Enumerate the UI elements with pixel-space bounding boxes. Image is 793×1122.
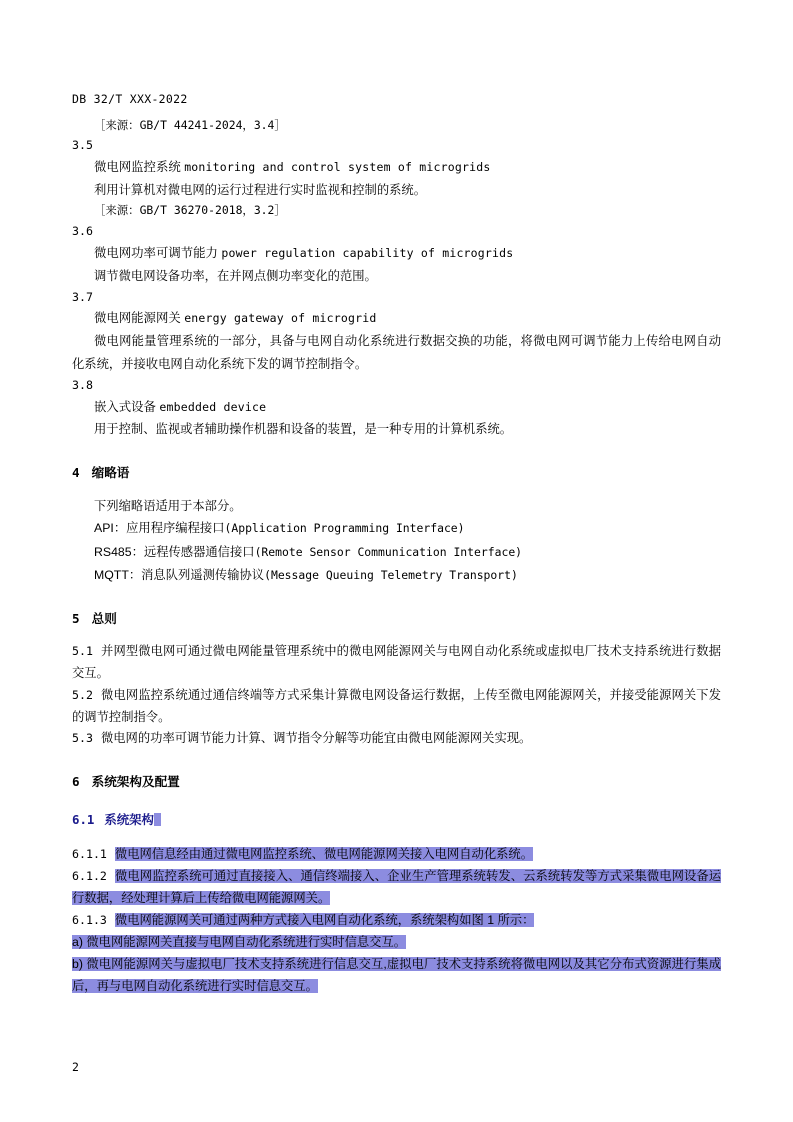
- source-reference-3-5: ［来源：GB/T 36270-2018，3.2］: [94, 203, 286, 218]
- clause-number-3-8: 3.8: [72, 377, 93, 392]
- abbreviation-item-rs485: [94, 541, 721, 564]
- section-heading-6: [72, 772, 721, 792]
- term-chinese-3-6: 微电网功率可调节能力: [94, 245, 218, 260]
- paragraph-text-5-2: 微电网监控系统通过通信终端等方式采集计算微电网设备运行数据，上传至微电网能源网关，并接受能源网关下发的调节控制指令。: [72, 687, 721, 724]
- list-item-b-text: b) 微电网能源网关与虚拟电厂技术支持系统进行信息交互,虚拟电厂技术支持系统将微电网以及其它分布式资源进行集成后，再与电网自动化系统进行实时信息交互。: [72, 956, 721, 993]
- section-title-6: 系统架构及配置: [91, 775, 180, 790]
- term-entry-3-6: [94, 242, 721, 265]
- paragraph-6-1-3: [72, 910, 721, 932]
- page-header-standard-code: DB 32/T XXX-2022: [72, 92, 188, 106]
- term-definition-3-6: 调节微电网设备功率，在并网点侧功率变化的范围。: [94, 268, 377, 283]
- section-number-4: 4: [72, 464, 80, 480]
- term-chinese-3-5: 微电网监控系统: [94, 160, 181, 175]
- term-entry-3-8: [94, 396, 721, 419]
- clause-number-3-7: 3.7: [72, 289, 93, 304]
- term-entry-3-5: [94, 156, 721, 179]
- section-title-5: 总则: [91, 611, 117, 626]
- paragraph-text-6-1-1: 微电网信息经由通过微电网监控系统、微电网能源网关接入电网自动化系统。: [114, 847, 534, 862]
- paragraph-number-5-3: 5.3: [72, 731, 93, 746]
- abbreviation-item-mqtt: [94, 564, 721, 587]
- paragraph-text-6-1-2: 微电网监控系统可通过直接接入、通信终端接入、企业生产管理系统转发、云系统转发等方式采集微电网设备运行数据，经处理计算后上传给微电网能源网关。: [72, 869, 721, 906]
- source-reference-top: ［来源：GB/T 44241-2024，3.4］: [94, 118, 286, 132]
- section-number-6: 6: [72, 774, 80, 790]
- clause-number-3-5: 3.5: [72, 138, 93, 153]
- term-definition-3-7: 微电网能量管理系统的一部分，具备与电网自动化系统进行数据交换的功能，将微电网可调节能力上传给电网自动化系统，并接收电网自动化系统下发的调节控制指令。: [72, 334, 721, 371]
- paragraph-5-3: [72, 728, 721, 750]
- footer-page-number: 2: [72, 1060, 79, 1074]
- paragraph-5-1: [72, 641, 721, 685]
- paragraph-number-6-1-3: 6.1.3: [72, 913, 107, 928]
- section-heading-5: [72, 609, 721, 629]
- abbreviation-cn-mqtt: MQTT：消息队列遥测传输协议: [94, 567, 265, 582]
- subsection-title-6-1: 系统架构: [104, 813, 154, 828]
- term-english-3-8: embedded device: [159, 399, 267, 414]
- paragraph-5-2: [72, 685, 721, 729]
- term-english-3-7: energy gateway of microgrid: [184, 311, 377, 326]
- term-definition-3-8: 用于控制、监视或者辅助操作机器和设备的装置，是一种专用的计算机系统。: [94, 422, 513, 437]
- paragraph-6-1-2: [72, 866, 721, 910]
- section-number-5: 5: [72, 610, 80, 626]
- paragraph-number-5-2: 5.2: [72, 687, 93, 702]
- list-item-a-text: a) 微电网能源网关直接与电网自动化系统进行实时信息交互。: [72, 934, 407, 949]
- term-definition-3-5: 利用计算机对微电网的运行过程进行实时监视和控制的系统。: [94, 183, 427, 198]
- abbreviations-intro: 下列缩略语适用于本部分。: [94, 498, 242, 513]
- paragraph-text-6-1-3: 微电网能源网关可通过两种方式接入电网自动化系统，系统架构如图 1 所示：: [114, 913, 535, 928]
- abbreviation-cn-api: API：应用程序编程接口: [94, 521, 225, 536]
- term-chinese-3-8: 嵌入式设备: [94, 399, 156, 414]
- paragraph-6-1-1: [72, 844, 721, 866]
- abbreviation-item-api: [94, 517, 721, 540]
- highlighted-selection-block: [72, 844, 721, 997]
- term-english-3-6: power regulation capability of microgrids: [221, 245, 514, 260]
- section-heading-4: [72, 463, 721, 483]
- paragraph-number-6-1-2: 6.1.2: [72, 869, 107, 884]
- term-chinese-3-7: 微电网能源网关: [94, 311, 181, 326]
- paragraph-text-5-3: 微电网的功率可调节能力计算、调节指令分解等功能宜由微电网能源网关实现。: [100, 731, 532, 746]
- subsection-heading-6-1: [72, 810, 721, 828]
- term-english-3-5: monitoring and control system of microgrids: [184, 160, 491, 175]
- list-item-b: [72, 954, 721, 998]
- clause-number-3-6: 3.6: [72, 223, 93, 238]
- paragraph-number-5-1: 5.1: [72, 643, 93, 658]
- abbreviation-en-mqtt: (Message Queuing Telemetry Transport): [264, 567, 518, 582]
- term-entry-3-7: [94, 307, 721, 330]
- section-title-4: 缩略语: [91, 465, 130, 480]
- abbreviation-en-rs485: (Remote Sensor Communication Interface): [254, 544, 523, 559]
- paragraph-text-5-1: 并网型微电网可通过微电网能量管理系统中的微电网能源网关与电网自动化系统或虚拟电厂技术支持系统进行数据交互。: [72, 643, 721, 680]
- list-item-a: [72, 932, 721, 954]
- paragraph-number-6-1-1: 6.1.1: [72, 847, 107, 862]
- text-cursor-caret: [154, 813, 161, 826]
- abbreviation-cn-rs485: RS485：远程传感器通信接口: [94, 544, 255, 559]
- abbreviation-en-api: (Application Programming Interface): [224, 521, 465, 536]
- subsection-number-6-1: 6.1: [72, 812, 95, 828]
